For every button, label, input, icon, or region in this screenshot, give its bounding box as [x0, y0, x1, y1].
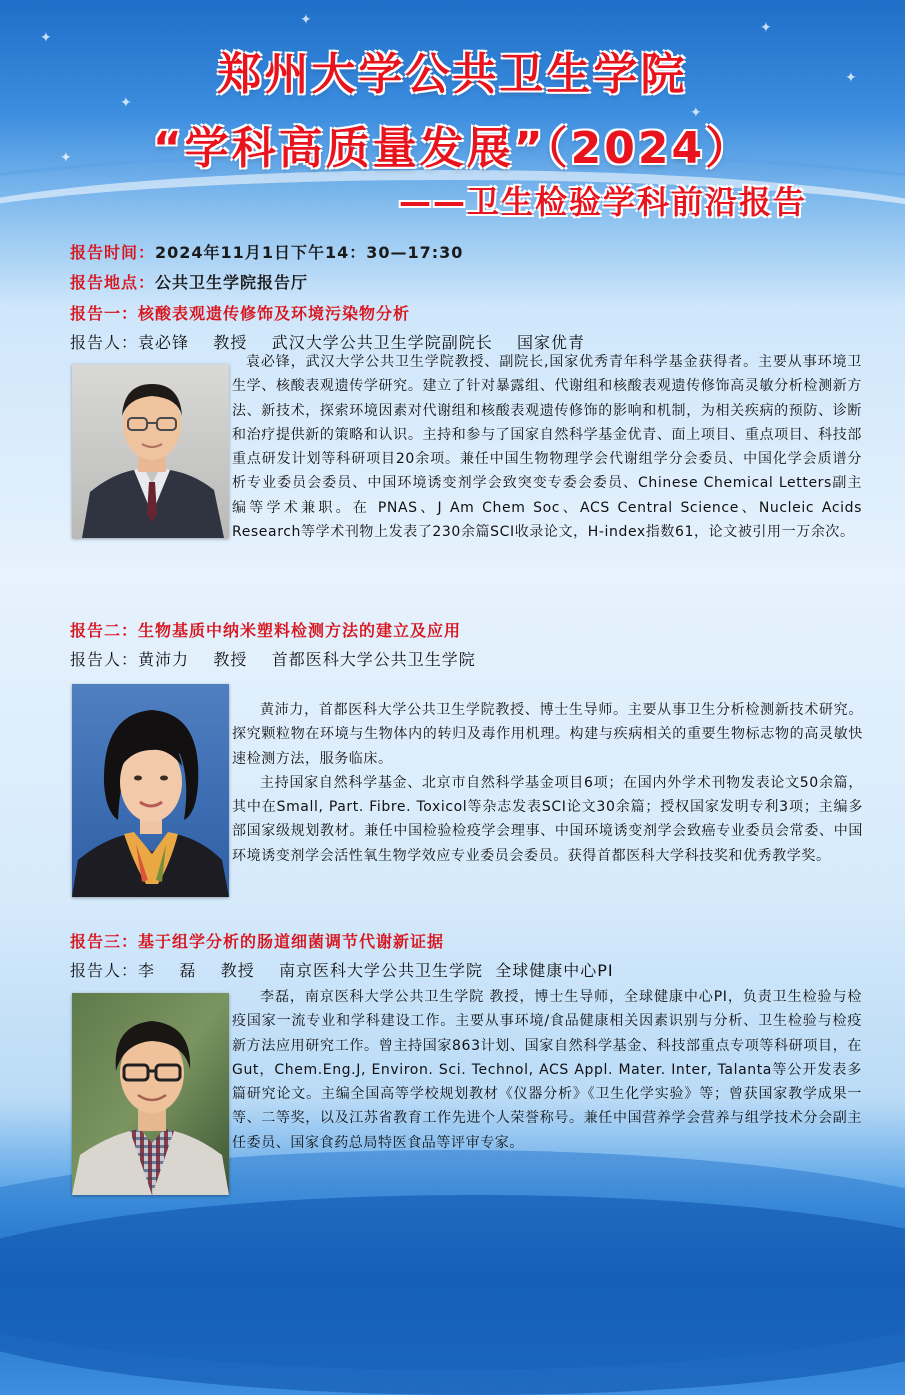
report-2-bio-paragraph: 主持国家自然科学基金、北京市自然科学基金项目6项；在国内外学术刊物发表论文50余篇，其中在Small, Part. Fibre. Toxicol等杂志发表SCI论文30余篇；授权国家发明专利3项；主编多部国家级规划教材。兼任中国检验检疫学会理事、中国环境诱变剂学会致癌专业委员会常委、中国环境诱变剂学会活性氧生物学效应专业委员会委员。获得首都医科大学科技奖和优秀教学奖。 [232, 774, 863, 864]
report-3-bio [72, 985, 862, 1203]
sparkle-icon: ✦ [690, 105, 702, 121]
report-1-bio [72, 350, 862, 546]
speaker-photo-woman-scarf [72, 684, 229, 897]
report-2-speaker: 报告人：黄沛力 教授 首都医科大学公共卫生学院 [70, 650, 476, 669]
sparkle-icon: ✦ [845, 70, 857, 86]
sparkle-icon: ✦ [300, 12, 312, 28]
report-place-value: 公共卫生学院报告厅 [155, 273, 309, 292]
report-1-bio-paragraph: 袁必锋，武汉大学公共卫生学院教授、副院长,国家优秀青年科学基金获得者。主要从事环境卫生学、核酸表观遗传学研究。建立了针对暴露组、代谢组和核酸表观遗传修饰高灵敏分析检测新方法、新技术，探索环境因素对代谢组和核酸表观遗传修饰的影响和机制，为相关疾病的预防、诊断和治疗提供新的策略和认识。主持和参与了国家自然科学基金优青、面上项目、重点项目、科技部重点研发计划等科研项目20余项。兼任中国生物物理学会代谢组学分会委员、中国化学会质谱分析专业委员会委员、中国环境诱变剂学会致突变专委会委员、Chinese Chemical Letters副主编等学术兼职。在 PNAS、J Am Chem Soc、ACS Central Science、Nucleic Acids Research等学术刊物上发表了230余篇SCI收录论文，H-index指数61，论文被引用一万余次。 [232, 354, 862, 541]
poster-tagline: ——卫生检验学科前沿报告 [398, 183, 807, 221]
decorative-wave [0, 1195, 905, 1395]
sparkle-icon: ✦ [40, 30, 52, 46]
report-1-title: 报告一：核酸表观遗传修饰及环境污染物分析 [70, 304, 411, 323]
report-time-value: 2024年11月1日下午14：30—17:30 [155, 243, 464, 262]
report-3-speaker: 报告人：李 磊 教授 南京医科大学公共卫生学院 全球健康中心PI [70, 961, 614, 980]
report-2-bio-paragraph: 黄沛力，首都医科大学公共卫生学院教授、博士生导师。主要从事卫生分析检测新技术研究。探究颗粒物在环境与生物体内的转归及毒作用机理。构建与疾病相关的重要生物标志物的高灵敏快速检测方法，服务临床。 [232, 702, 863, 767]
speaker-2-photo [72, 684, 229, 897]
report-3-bio-paragraph: 李磊，南京医科大学公共卫生学院 教授，博士生导师，全球健康中心PI，负责卫生检验与检疫国家一流专业和学科建设工作。主要从事环境/食品健康相关因素识别与分析、卫生检验与检疫新方法应用研究工作。曾主持国家863计划、国家自然科学基金、科技部重点专项等科研项目，在Gut，Chem.Eng.J, Environ. Sci. Technol, ACS Appl. Mater. Inter, Talanta等公开发表多篇研究论文。主编全国高等学校规划教材《仪器分析》《卫生化学实验》等；曾获国家教学成果一等、二等奖，以及江苏省教育工作先进个人荣誉称号。兼任中国营养学会营养与组学技术分会副主任委员、国家食药总局特医食品等评审专家。 [232, 989, 862, 1151]
report-1-speaker: 报告人：袁必锋 教授 武汉大学公共卫生学院副院长 国家优青 [70, 333, 586, 352]
poster-subtitle: “学科高质量发展”（2024） [152, 123, 753, 174]
sparkle-icon: ✦ [760, 20, 772, 36]
sparkle-icon: ✦ [120, 95, 132, 111]
report-2-title: 报告二：生物基质中纳米塑料检测方法的建立及应用 [70, 621, 462, 640]
report-time [70, 240, 463, 263]
poster-title: 郑州大学公共卫生学院 [217, 49, 688, 100]
report-place-label: 报告地点： [70, 273, 156, 292]
report-3-title: 报告三：基于组学分析的肠道细菌调节代谢新证据 [70, 932, 445, 951]
report-time-label: 报告时间： [70, 243, 156, 262]
sparkle-icon: ✦ [60, 150, 72, 166]
report-2-bio [232, 698, 863, 868]
report-place [70, 270, 308, 293]
